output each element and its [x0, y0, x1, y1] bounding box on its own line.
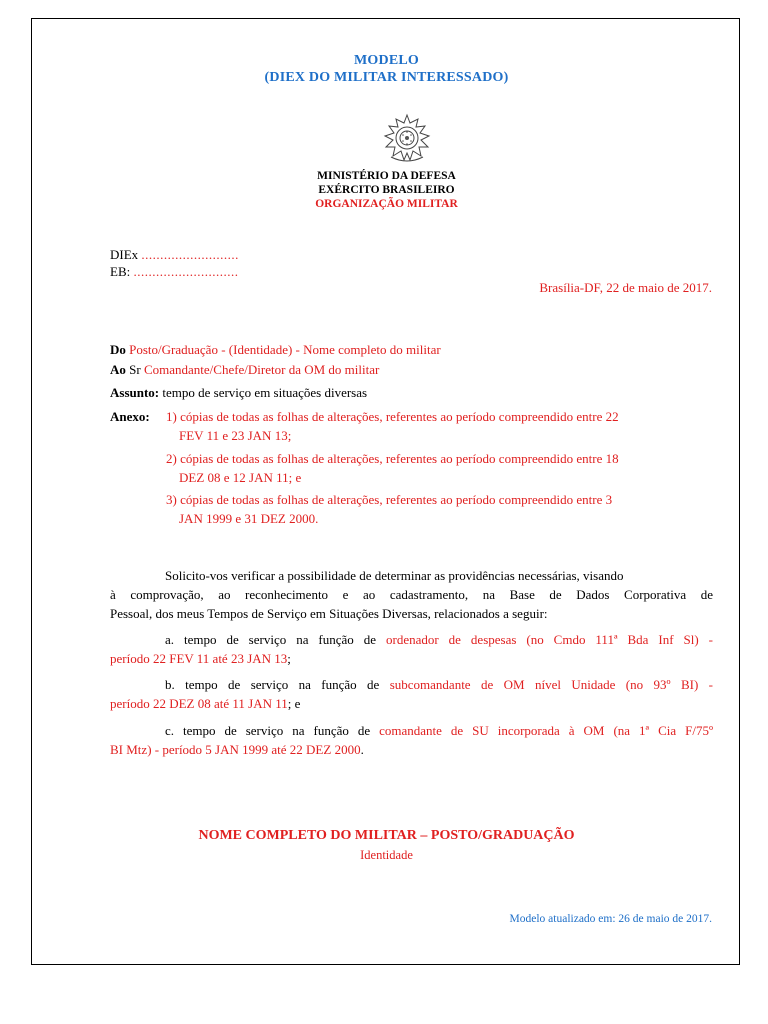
to-prefix: Sr [129, 362, 141, 377]
diex-label: DIEx [110, 247, 139, 262]
item-prefix: a. tempo de serviço na função de [165, 632, 387, 647]
organization-name: ORGANIZAÇÃO MILITAR [315, 198, 458, 210]
footer-update-note: Modelo atualizado em: 26 de maio de 2017. [509, 913, 712, 925]
annex-item [166, 449, 713, 487]
annex-item-line: JAN 1999 e 31 DEZ 2000. [179, 511, 319, 526]
signature-name: NOME COMPLETO DO MILITAR – POSTO/GRADUAÇÃO [198, 828, 575, 843]
item-function: ordenador de despesas (no Cmdo 111ª Bda Inf Sl) - [386, 632, 714, 647]
body-paragraph [110, 566, 713, 623]
eb-reference [110, 262, 238, 281]
ministry-name: MINISTÉRIO DA DEFESA [317, 170, 456, 182]
annex-item-line: 2) cópias de todas as folhas de alterações, referentes ao período compreendido entre 18 [166, 451, 619, 466]
subject-label: Assunto: [110, 385, 160, 400]
diex-dots: .......................... [141, 247, 239, 262]
annex-item-line: FEV 11 e 23 JAN 13; [179, 428, 292, 443]
annex-item [166, 490, 713, 528]
eb-label: EB: [110, 264, 131, 279]
date-line: Brasília-DF, 22 de maio de 2017. [539, 280, 712, 295]
item-tail: . [360, 742, 364, 757]
item-prefix: c. tempo de serviço na função de [165, 723, 380, 738]
item-tail: ; [287, 651, 291, 666]
subject-value: tempo de serviço em situações diversas [162, 385, 368, 400]
item-period: BI Mtz) - período 5 JAN 1999 até 22 DEZ 2000 [110, 742, 361, 757]
body-line: à comprovação, ao reconhecimento e ao cadastramento, na Base de Dados Corporativa de [110, 587, 713, 602]
item-prefix: b. tempo de serviço na função de [165, 677, 390, 692]
subject-field [110, 383, 367, 402]
item-function: subcomandante de OM nível Unidade (no 93º BI) - [389, 677, 713, 692]
eb-dots: ............................ [133, 264, 239, 279]
from-field [110, 340, 441, 359]
document-page [31, 18, 740, 965]
to-value: Comandante/Chefe/Diretor da OM do militar [143, 362, 380, 377]
service-item [110, 630, 713, 668]
army-name: EXÉRCITO BRASILEIRO [318, 184, 455, 196]
model-title: MODELO [354, 53, 419, 68]
from-value: Posto/Graduação - (Identidade) - Nome completo do militar [129, 342, 441, 357]
body-line: Pessoal, dos meus Tempos de Serviço em Situações Diversas, relacionados a seguir: [110, 606, 548, 621]
to-field [110, 360, 379, 379]
item-tail: ; e [287, 696, 301, 711]
signature-identity: Identidade [360, 848, 413, 862]
annex-label: Anexo: [110, 409, 150, 424]
annex-item-line: DEZ 08 e 12 JAN 11; e [179, 470, 302, 485]
body-line: Solicito-vos verificar a possibilidade de determinar as providências necessárias, visando [165, 568, 624, 583]
item-period: período 22 DEZ 08 até 11 JAN 11 [110, 696, 288, 711]
coat-of-arms-emblem [381, 113, 433, 165]
annex-item [166, 407, 713, 445]
annex-item-line: 1) cópias de todas as folhas de alterações, referentes ao período compreendido entre 22 [166, 409, 619, 424]
service-item [110, 721, 713, 759]
service-item [110, 675, 713, 713]
to-label: Ao [110, 362, 126, 377]
annex-item-line: 3) cópias de todas as folhas de alterações, referentes ao período compreendido entre 3 [166, 492, 613, 507]
model-subtitle: (DIEX DO MILITAR INTERESSADO) [264, 70, 509, 85]
item-period: período 22 FEV 11 até 23 JAN 13 [110, 651, 288, 666]
from-label: Do [110, 342, 126, 357]
item-function: comandante de SU incorporada à OM (na 1ª Cia F/75º [379, 723, 714, 738]
